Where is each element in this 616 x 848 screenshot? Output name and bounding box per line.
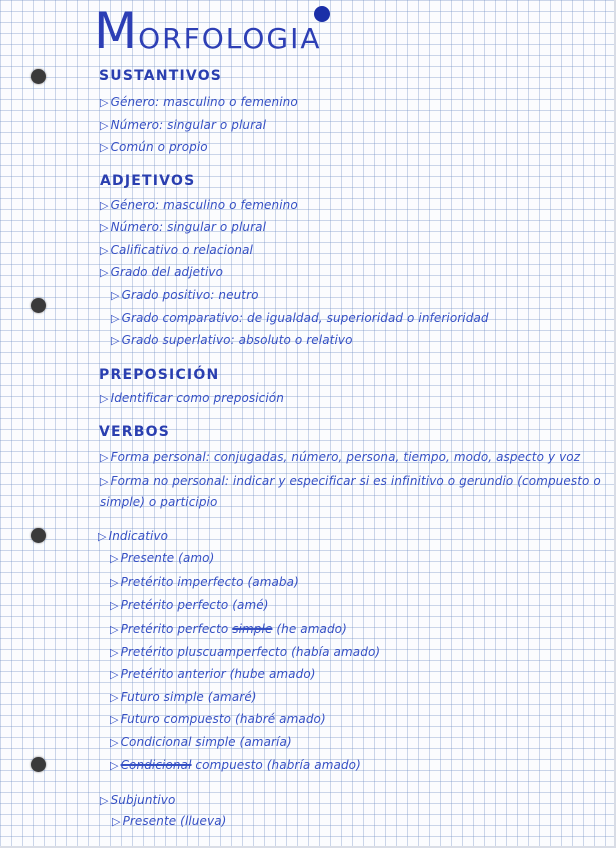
sub-list-item: ▷ Grado superlativo: absoluto o relativo xyxy=(111,333,353,347)
list-item: ▷ Identificar como preposición xyxy=(100,391,284,405)
triangle-bullet-icon: ▷ xyxy=(111,312,120,325)
binder-hole xyxy=(31,69,46,84)
triangle-bullet-icon: ▷ xyxy=(100,392,109,405)
triangle-bullet-icon: ▷ xyxy=(112,815,121,828)
heading-preposicion: PREPOSICIÓN xyxy=(99,367,220,383)
triangle-bullet-icon: ▷ xyxy=(110,576,119,589)
page-title xyxy=(94,2,322,62)
sub-list-item: ▷ Grado positivo: neutro xyxy=(111,288,259,302)
triangle-bullet-icon: ▷ xyxy=(110,646,119,659)
tense-item: ▷ Pretérito perfecto (amé) xyxy=(110,598,269,612)
tense-item: ▷ Pretérito pluscuamperfecto (había amado) xyxy=(110,645,381,659)
heading-verbos: VERBOS xyxy=(99,424,171,440)
triangle-bullet-icon: ▷ xyxy=(100,199,109,212)
tense-item: ▷ Condicional compuesto (habría amado) xyxy=(110,758,361,772)
title-accent-dot xyxy=(314,6,330,22)
list-item: ▷ Número: singular o plural xyxy=(100,220,267,234)
struck-word: Condicional xyxy=(120,758,192,772)
list-item: ▷ Grado del adjetivo xyxy=(100,265,224,279)
triangle-bullet-icon: ▷ xyxy=(100,266,109,279)
triangle-bullet-icon: ▷ xyxy=(111,289,120,302)
triangle-bullet-icon: ▷ xyxy=(100,244,109,257)
list-item: ▷ Subjuntivo xyxy=(100,793,176,807)
binder-hole xyxy=(31,298,46,313)
tense-item: ▷ Presente (llueva) xyxy=(112,814,227,828)
triangle-bullet-icon: ▷ xyxy=(100,141,109,154)
title-first-letter: M xyxy=(94,2,139,60)
title-rest: ORFOLOGIA xyxy=(138,22,322,55)
triangle-bullet-icon: ▷ xyxy=(100,221,109,234)
triangle-bullet-icon: ▷ xyxy=(110,668,119,681)
triangle-bullet-icon: ▷ xyxy=(110,599,119,612)
triangle-bullet-icon: ▷ xyxy=(110,552,119,565)
triangle-bullet-icon: ▷ xyxy=(110,736,119,749)
triangle-bullet-icon: ▷ xyxy=(100,451,109,464)
triangle-bullet-icon: ▷ xyxy=(110,713,119,726)
binder-hole xyxy=(31,757,46,772)
list-item: ▷ Común o propio xyxy=(100,140,208,154)
tense-item: ▷ Presente (amo) xyxy=(110,551,215,565)
tense-item: ▷ Pretérito imperfecto (amaba) xyxy=(110,575,299,589)
list-item: ▷ Forma personal: conjugadas, número, persona, tiempo, modo, aspecto y voz xyxy=(100,450,581,464)
list-item: ▷ Número: singular o plural xyxy=(100,118,267,132)
list-item-continuation: simple) o participio xyxy=(100,495,218,509)
triangle-bullet-icon: ▷ xyxy=(100,119,109,132)
triangle-bullet-icon: ▷ xyxy=(110,623,119,636)
tense-item: ▷ Futuro compuesto (habré amado) xyxy=(110,712,326,726)
sub-list-item: ▷ Grado comparativo: de igualdad, superioridad o inferioridad xyxy=(111,311,489,325)
tense-item: ▷ Condicional simple (amaría) xyxy=(110,735,292,749)
tense-item: ▷ Pretérito perfecto simple (he amado) xyxy=(110,622,347,636)
heading-adjetivos: ADJETIVOS xyxy=(100,173,196,189)
list-item: ▷ Género: masculino o femenino xyxy=(100,95,298,109)
triangle-bullet-icon: ▷ xyxy=(100,794,109,807)
triangle-bullet-icon: ▷ xyxy=(110,759,119,772)
triangle-bullet-icon: ▷ xyxy=(110,691,119,704)
list-item: ▷ Género: masculino o femenino xyxy=(100,198,298,212)
struck-word: simple xyxy=(232,622,273,636)
list-item: ▷ Forma no personal: indicar y especificar si es infinitivo o gerundio (compuesto o xyxy=(100,474,601,488)
triangle-bullet-icon: ▷ xyxy=(111,334,120,347)
list-item: ▷ Calificativo o relacional xyxy=(100,243,253,257)
binder-hole xyxy=(31,528,46,543)
triangle-bullet-icon: ▷ xyxy=(100,475,109,488)
triangle-bullet-icon: ▷ xyxy=(100,96,109,109)
tense-item: ▷ Pretérito anterior (hube amado) xyxy=(110,667,316,681)
list-item: ▷ Indicativo xyxy=(98,529,169,543)
tense-item: ▷ Futuro simple (amaré) xyxy=(110,690,257,704)
heading-sustantivos: SUSTANTIVOS xyxy=(99,68,223,84)
triangle-bullet-icon: ▷ xyxy=(98,530,107,543)
